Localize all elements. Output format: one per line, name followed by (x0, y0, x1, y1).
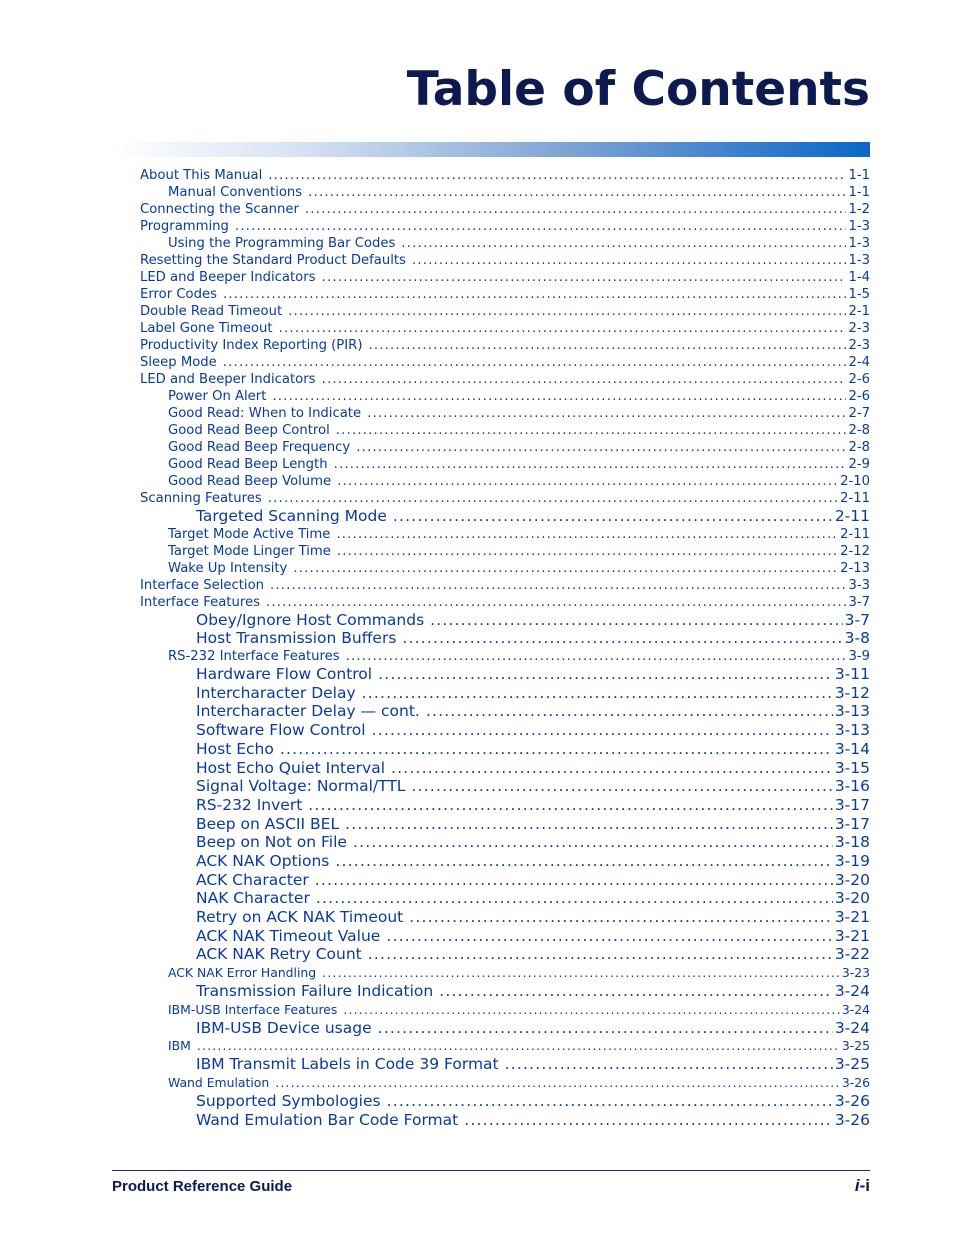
toc-entry-page: 3-17 (834, 814, 870, 833)
toc-entry[interactable] (140, 945, 870, 964)
toc-entry-title: Interface Features (140, 594, 260, 610)
toc-entry[interactable] (140, 721, 870, 740)
toc-entry-page: 3-16 (834, 777, 870, 796)
toc-entry-title: Retry on ACK NAK Timeout (196, 908, 404, 926)
toc-entry[interactable] (140, 303, 870, 320)
toc-entry[interactable] (140, 167, 870, 184)
toc-entry-title: Scanning Features (140, 491, 262, 506)
toc-entry-title: Targeted Scanning Mode (196, 507, 387, 525)
toc-entry-title: Error Codes (140, 287, 217, 302)
toc-entry[interactable] (140, 1037, 870, 1055)
toc-entry-title: Power On Alert (168, 389, 267, 404)
toc-entry-page: 3-25 (841, 1038, 870, 1054)
toc-entry-title: RS-232 Invert (196, 795, 303, 814)
toc-dot-leader (270, 577, 846, 594)
toc-entry-page: 2-6 (848, 372, 870, 387)
toc-entry[interactable] (140, 371, 870, 388)
toc-dot-leader (367, 405, 846, 422)
toc-dot-leader (275, 1074, 840, 1092)
toc-entry-page: 2-4 (848, 355, 870, 370)
toc-dot-leader (401, 235, 846, 252)
toc-entry-title: RS-232 Interface Features (168, 649, 340, 665)
toc-entry[interactable] (140, 611, 870, 630)
toc-entry[interactable] (140, 235, 870, 252)
toc-entry-title: Using the Programming Bar Codes (168, 236, 396, 251)
toc-entry-title: About This Manual (140, 168, 263, 183)
toc-entry-title: Wand Emulation Bar Code Format (196, 1110, 459, 1129)
toc-dot-leader (505, 1055, 833, 1074)
toc-entry[interactable] (140, 833, 870, 852)
toc-entry-page: 3-25 (834, 1055, 870, 1074)
toc-entry[interactable] (140, 269, 870, 286)
toc-entry[interactable] (140, 982, 870, 1001)
toc-entry[interactable] (140, 815, 870, 834)
toc-entry[interactable] (140, 543, 870, 560)
toc-entry-title: Sleep Mode (140, 355, 217, 370)
toc-dot-leader (322, 964, 840, 982)
toc-entry-title: Resetting the Standard Product Defaults (140, 253, 406, 268)
footer-divider (112, 1170, 870, 1171)
toc-dot-leader (356, 439, 846, 456)
footer-guide-title: Product Reference Guide (112, 1178, 293, 1195)
title-gradient-bar (112, 142, 870, 157)
toc-dot-leader (334, 456, 847, 473)
toc-entry-title: ACK NAK Error Handling (168, 965, 317, 981)
toc-entry-page: 3-13 (834, 702, 870, 721)
toc-entry-title: Signal Voltage: Normal/TTL (196, 777, 406, 796)
toc-entry-page: 2-11 (834, 507, 870, 525)
toc-entry-title: Wand Emulation (168, 1075, 270, 1091)
toc-entry-title: Beep on ASCII BEL (196, 814, 340, 833)
table-of-contents (140, 167, 870, 1130)
toc-entry-title: Software Flow Control (196, 721, 366, 740)
toc-entry-title: NAK Character (196, 889, 310, 908)
toc-entry[interactable] (140, 777, 870, 796)
toc-dot-leader (335, 852, 832, 871)
toc-entry[interactable] (140, 184, 870, 201)
toc-dot-leader (197, 1037, 840, 1055)
toc-entry[interactable] (140, 889, 870, 908)
toc-entry-title: Good Read Beep Control (168, 423, 330, 438)
toc-entry-page: 3-14 (834, 739, 870, 758)
toc-entry-page: 3-21 (834, 926, 870, 945)
toc-entry-page: 2-10 (840, 474, 870, 489)
toc-dot-leader (439, 982, 833, 1001)
toc-entry[interactable] (140, 577, 870, 594)
toc-dot-leader (337, 543, 838, 560)
toc-entry-title: Host Echo (196, 739, 274, 758)
toc-entry-page: 1-5 (848, 287, 870, 302)
toc-dot-leader (336, 422, 847, 439)
toc-entry-page: 3-24 (841, 1001, 870, 1017)
toc-dot-leader (430, 611, 843, 630)
toc-entry-page: 3-23 (841, 965, 870, 981)
toc-dot-leader (308, 796, 833, 815)
toc-entry[interactable] (140, 629, 870, 648)
toc-entry-title: Host Echo Quiet Interval (196, 758, 385, 777)
toc-entry-title: Hardware Flow Control (196, 665, 373, 684)
toc-entry-page: 3-24 (834, 982, 870, 1001)
toc-entry[interactable] (140, 1019, 870, 1038)
toc-entry[interactable] (140, 456, 870, 473)
toc-entry-page: 3-21 (834, 908, 870, 926)
toc-entry[interactable] (140, 526, 870, 543)
toc-entry[interactable] (140, 740, 870, 759)
toc-entry-title: Label Gone Timeout (140, 321, 273, 336)
toc-dot-leader (343, 1001, 839, 1019)
toc-dot-leader (315, 871, 833, 890)
toc-entry-title: Obey/Ignore Host Commands (196, 610, 425, 629)
toc-entry-title: Target Mode Linger Time (168, 543, 331, 559)
toc-entry-title: Good Read: When to Indicate (168, 406, 362, 421)
toc-entry-page: 3-11 (834, 665, 870, 684)
toc-entry-title: Programming (140, 219, 229, 234)
toc-entry[interactable] (140, 388, 870, 405)
toc-entry-page: 1-2 (848, 202, 870, 217)
toc-dot-leader (386, 927, 832, 946)
toc-entry-title: Productivity Index Reporting (PIR) (140, 338, 363, 353)
toc-entry[interactable] (140, 684, 870, 703)
toc-entry-title: Supported Symbologies (196, 1092, 381, 1111)
toc-entry-title: ACK NAK Timeout Value (196, 926, 381, 945)
toc-entry[interactable] (140, 908, 870, 927)
toc-entry[interactable] (140, 560, 870, 577)
toc-entry-title: Good Read Beep Frequency (168, 440, 351, 455)
toc-entry-page: 2-7 (848, 406, 870, 421)
toc-dot-leader (322, 269, 847, 286)
toc-entry-page: 2-6 (848, 389, 870, 404)
toc-dot-leader (223, 286, 846, 303)
toc-entry-page: 3-20 (834, 889, 870, 908)
toc-entry-title: Interface Selection (140, 577, 265, 593)
toc-entry-page: 3-20 (834, 870, 870, 889)
toc-entry-title: Transmission Failure Indication (196, 982, 434, 1001)
toc-entry-page: 2-11 (840, 526, 870, 542)
toc-entry-title: Connecting the Scanner (140, 202, 299, 217)
toc-entry-page: 2-8 (848, 440, 870, 455)
toc-entry-page: 3-15 (834, 758, 870, 777)
toc-dot-leader (308, 184, 846, 201)
toc-dot-leader (393, 507, 833, 526)
toc-entry[interactable] (140, 1001, 870, 1019)
footer-page-number (855, 1176, 870, 1196)
toc-dot-leader (402, 629, 842, 648)
toc-dot-leader (391, 759, 833, 778)
toc-entry-page: 3-13 (834, 721, 870, 740)
toc-entry-page: 3-18 (834, 833, 870, 852)
toc-entry-title: Double Read Timeout (140, 304, 283, 319)
toc-entry[interactable] (140, 252, 870, 269)
toc-entry-page: 3-17 (834, 795, 870, 814)
toc-entry-page: 3-8 (844, 629, 870, 648)
toc-dot-leader (353, 833, 833, 852)
toc-entry-title: IBM-USB Device usage (196, 1018, 372, 1037)
page-title: Table of Contents (406, 62, 870, 117)
toc-entry[interactable] (140, 1074, 870, 1092)
toc-entry[interactable] (140, 702, 870, 721)
toc-dot-leader (362, 684, 833, 703)
toc-entry-page: 2-9 (848, 457, 870, 472)
toc-dot-leader (345, 815, 833, 834)
toc-entry[interactable] (140, 405, 870, 422)
toc-dot-leader (346, 648, 847, 665)
toc-entry-page: 1-3 (848, 219, 870, 234)
toc-entry[interactable] (140, 507, 870, 526)
toc-dot-leader (412, 252, 847, 269)
toc-dot-leader (409, 908, 833, 927)
toc-entry-page: 3-7 (844, 610, 870, 629)
toc-entry-title: Manual Conventions (168, 185, 303, 200)
toc-entry-title: Intercharacter Delay (196, 683, 356, 702)
toc-entry[interactable] (140, 759, 870, 778)
toc-entry[interactable] (140, 927, 870, 946)
toc-entry-title: IBM-USB Interface Features (168, 1001, 338, 1017)
toc-dot-leader (268, 167, 846, 184)
toc-entry-title: ACK Character (196, 870, 309, 889)
toc-entry[interactable] (140, 648, 870, 665)
toc-dot-leader (288, 303, 846, 320)
toc-entry-page: 3-22 (834, 945, 870, 964)
toc-dot-leader (337, 473, 838, 490)
toc-entry-page: 2-11 (840, 491, 870, 506)
toc-entry[interactable] (140, 490, 870, 507)
toc-entry-page: 3-12 (834, 683, 870, 702)
toc-entry-page: 3-19 (834, 851, 870, 870)
toc-entry-title: Wake Up Intensity (168, 560, 288, 576)
toc-entry-title: ACK NAK Retry Count (196, 945, 362, 964)
toc-entry-page: 3-9 (848, 649, 870, 665)
toc-entry-title: Target Mode Active Time (168, 526, 331, 542)
toc-entry-title: Intercharacter Delay — cont. (196, 702, 420, 721)
toc-dot-leader (464, 1111, 833, 1130)
toc-entry[interactable] (140, 594, 870, 611)
toc-entry[interactable] (140, 871, 870, 890)
toc-entry-title: Host Transmission Buffers (196, 629, 397, 648)
toc-dot-leader (322, 371, 847, 388)
toc-entry[interactable] (140, 796, 870, 815)
toc-dot-leader (279, 320, 847, 337)
toc-entry[interactable] (140, 337, 870, 354)
toc-entry[interactable] (140, 439, 870, 456)
toc-entry-page: 3-26 (841, 1075, 870, 1091)
toc-entry-page: 3-24 (834, 1018, 870, 1037)
toc-entry-title: IBM Transmit Labels in Code 39 Format (196, 1055, 499, 1074)
toc-entry-page: 2-13 (840, 560, 870, 576)
toc-entry-title: Good Read Beep Volume (168, 474, 332, 489)
toc-dot-leader (280, 740, 833, 759)
toc-dot-leader (223, 354, 847, 371)
toc-entry-page: 2-12 (840, 543, 870, 559)
toc-entry[interactable] (140, 320, 870, 337)
toc-entry-page: 2-1 (848, 304, 870, 319)
toc-entry-page: 3-26 (834, 1110, 870, 1129)
toc-dot-leader (426, 702, 833, 721)
toc-entry[interactable] (140, 354, 870, 371)
toc-entry-title: ACK NAK Options (196, 851, 330, 870)
toc-entry-title: LED and Beeper Indicators (140, 372, 316, 387)
toc-entry-page: 1-3 (848, 253, 870, 268)
toc-entry[interactable] (140, 1111, 870, 1130)
toc-dot-leader (316, 889, 833, 908)
toc-entry[interactable] (140, 964, 870, 982)
toc-entry[interactable] (140, 201, 870, 218)
toc-entry-page: 2-3 (848, 321, 870, 336)
toc-entry-title: Good Read Beep Length (168, 457, 328, 472)
toc-entry-page: 1-1 (848, 168, 870, 183)
toc-dot-leader (266, 594, 847, 611)
toc-dot-leader (272, 388, 846, 405)
toc-dot-leader (235, 218, 847, 235)
toc-dot-leader (378, 1019, 833, 1038)
toc-entry[interactable] (140, 473, 870, 490)
toc-dot-leader (268, 490, 838, 507)
toc-entry[interactable] (140, 1092, 870, 1111)
toc-dot-leader (411, 777, 832, 796)
footer-page-prefix: i (854, 1176, 860, 1195)
toc-entry[interactable] (140, 665, 870, 684)
toc-entry[interactable] (140, 218, 870, 235)
toc-entry-title: Beep on Not on File (196, 833, 347, 852)
footer-page-suffix: -i (859, 1176, 870, 1195)
toc-entry[interactable] (140, 286, 870, 303)
toc-entry[interactable] (140, 422, 870, 439)
toc-entry[interactable] (140, 1055, 870, 1074)
toc-entry-page: 1-3 (848, 236, 870, 251)
toc-dot-leader (293, 560, 838, 577)
toc-entry-page: 2-3 (848, 338, 870, 353)
toc-entry[interactable] (140, 852, 870, 871)
toc-entry-page: 1-1 (848, 185, 870, 200)
toc-dot-leader (378, 665, 833, 684)
toc-entry-title: IBM (168, 1038, 191, 1054)
toc-dot-leader (368, 945, 833, 964)
toc-dot-leader (305, 201, 847, 218)
toc-entry-page: 3-26 (834, 1092, 870, 1111)
toc-entry-page: 1-4 (848, 270, 870, 285)
toc-dot-leader (387, 1092, 833, 1111)
toc-entry-page: 3-3 (848, 577, 870, 593)
toc-entry-page: 2-8 (848, 423, 870, 438)
toc-dot-leader (336, 526, 838, 543)
toc-dot-leader (372, 721, 833, 740)
toc-entry-title: LED and Beeper Indicators (140, 270, 316, 285)
toc-dot-leader (368, 337, 846, 354)
toc-entry-page: 3-7 (848, 594, 870, 610)
